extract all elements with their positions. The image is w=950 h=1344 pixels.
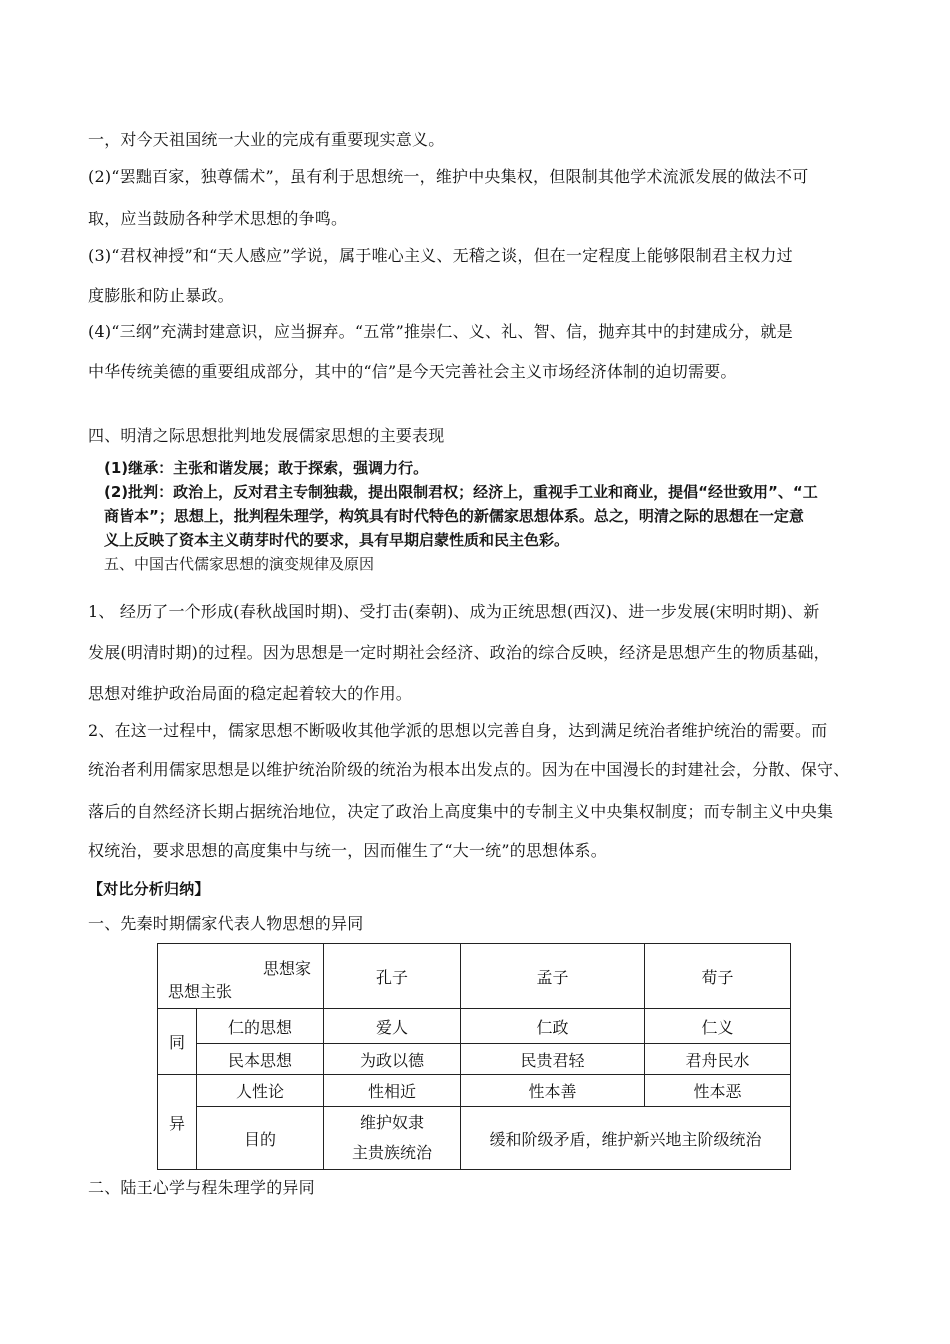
- section-heading: 四、明清之际思想批判地发展儒家思想的主要表现: [88, 426, 445, 445]
- purpose-kongzi-line: 维护奴隶: [359, 1113, 424, 1132]
- scanned-line: (1)继承：主张和谐发展；敢于探索，强调力行。: [104, 459, 429, 477]
- scanned-line: 义上反映了资本主义萌芽时代的要求，具有早期启蒙性质和民主色彩。: [104, 531, 570, 549]
- subsection-heading: 二、陆王心学与程朱理学的异同: [88, 1178, 315, 1197]
- purpose-kongzi-line: 主贵族统治: [351, 1143, 432, 1162]
- paragraph-line: 1、 经历了一个形成(春秋战国时期)、受打击(秦朝)、成为正统思想(西汉)、进一步发展(宋明时期)、新: [88, 602, 820, 621]
- table-cell: 民贵君轻: [461, 1044, 645, 1075]
- compare-heading: 【对比分析归纳】: [88, 880, 210, 898]
- paragraph-line: 一，对今天祖国统一大业的完成有重要现实意义。: [88, 130, 445, 149]
- paragraph-line: 思想对维护政治局面的稳定起着较大的作用。: [88, 684, 413, 703]
- table-cell: 仁义: [645, 1009, 791, 1044]
- table-cell: 为政以德: [324, 1044, 461, 1075]
- row-label: 仁的思想: [197, 1009, 324, 1044]
- table-cell: 性相近: [324, 1075, 461, 1107]
- row-label: 目的: [197, 1107, 324, 1170]
- paragraph-line: 中华传统美德的重要组成部分，其中的“信”是今天完善社会主义市场经济体制的迫切需要。: [88, 362, 737, 381]
- paragraph-line: 权统治，要求思想的高度集中与统一，因而催生了“大一统”的思想体系。: [88, 841, 607, 860]
- paragraph-line: 统治者利用儒家思想是以维护统治阶级的统治为根本出发点的。因为在中国漫长的封建社会，分散、保守、: [88, 760, 850, 779]
- table-header: 孔子: [324, 944, 461, 1009]
- paragraph-line: 度膨胀和防止暴政。: [88, 286, 234, 305]
- table-corner-cell: [158, 944, 324, 1009]
- table-cell: 仁政: [461, 1009, 645, 1044]
- paragraph-line: (4)“三纲”充满封建意识，应当摒弃。“五常”推崇仁、义、礼、智、信，抛弃其中的封建成分，就是: [88, 322, 793, 341]
- paragraph-line: 落后的自然经济长期占据统治地位，决定了政治上高度集中的专制主义中央集权制度；而专制主义中央集: [88, 802, 834, 821]
- scanned-line: 商皆本”；思想上，批判程朱理学，构筑具有时代特色的新儒家思想体系。总之，明清之际的思想在一定意: [104, 507, 804, 525]
- group-label-same: 同: [158, 1009, 197, 1075]
- subsection-heading: 一、先秦时期儒家代表人物思想的异同: [88, 914, 364, 933]
- table-cell: 性本善: [461, 1075, 645, 1107]
- paragraph-line: 取，应当鼓励各种学术思想的争鸣。: [88, 209, 348, 228]
- scanned-line: (2)批判：政治上，反对君主专制独裁，提出限制君权；经济上，重视手工业和商业，提倡“经世致用”、“工: [104, 483, 818, 501]
- group-label-diff: 异: [158, 1075, 197, 1170]
- comparison-table: [157, 943, 791, 1170]
- table-cell: 缓和阶级矛盾，维护新兴地主阶级统治: [461, 1107, 791, 1170]
- paragraph-line: 发展(明清时期)的过程。因为思想是一定时期社会经济、政治的综合反映，经济是思想产生的物质基础，: [88, 643, 830, 662]
- table-cell: [324, 1107, 461, 1170]
- table-cell: 君舟民水: [645, 1044, 791, 1075]
- paragraph-line: (2)“罢黜百家，独尊儒术”，虽有利于思想统一，维护中央集权，但限制其他学术流派发展的做法不可: [88, 167, 809, 186]
- corner-bottom-label: 思想主张: [168, 982, 233, 1001]
- row-label: 民本思想: [197, 1044, 324, 1075]
- paragraph-line: (3)“君权神授”和“天人感应”学说，属于唯心主义、无稽之谈，但在一定程度上能够限制君主权力过: [88, 246, 793, 265]
- paragraph-line: 2、在这一过程中，儒家思想不断吸收其他学派的思想以完善自身，达到满足统治者维护统治的需要。而: [88, 721, 828, 740]
- table-header: 孟子: [461, 944, 645, 1009]
- section-heading: 五、中国古代儒家思想的演变规律及原因: [104, 555, 375, 573]
- table-cell: 爱人: [324, 1009, 461, 1044]
- corner-top-label: 思想家: [262, 959, 311, 978]
- table-header: 荀子: [645, 944, 791, 1009]
- row-label: 人性论: [197, 1075, 324, 1107]
- table-cell: 性本恶: [645, 1075, 791, 1107]
